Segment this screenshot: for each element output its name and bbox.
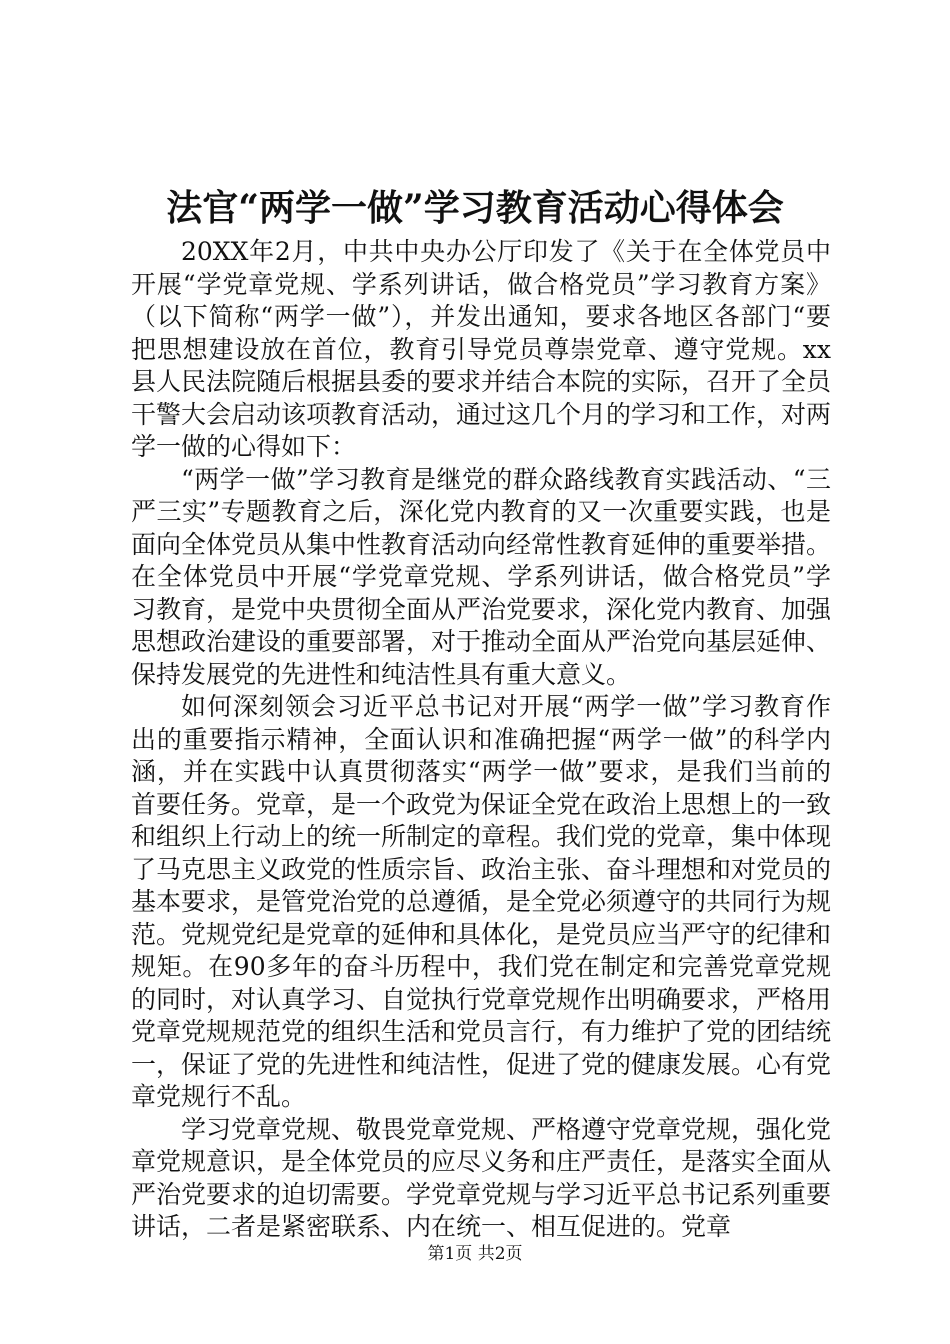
paragraph-3: 如何深刻领会习近平总书记对开展“两学一做”学习教育作出的重要指示精神，全面认识和准确把握“两学一做”的科学内涵，并在实践中认真贯彻落实“两学一做”要求，是我们当前的首要任务。党章，是一个政党为保证全党在政治上思想上的一致和组织上行动上的统一所制定的章程。我们党的党章，集中体现了马克思主义政党的性质宗旨、政治主张、奋斗理想和对党员的基本要求，是管党治党的总遵循，是全党必须遵守的共同行为规范。党规党纪是党章的延伸和具体化，是党员应当严守的纪律和规矩。在90多年的奋斗历程中，我们党在制定和完善党章党规的同时，对认真学习、自觉执行党章党规作出明确要求，严格用党章党规规范党的组织生活和党员言行，有力维护了党的团结统一，保证了党的先进性和纯洁性，促进了党的健康发展。心有党章党规行不乱。 [131, 692, 832, 1111]
paragraph-4: 学习党章党规、敬畏党章党规、严格遵守党章党规，强化党章党规意识，是全体党员的应尽义务和庄严责任，是落实全面从严治党要求的迫切需要。学党章党规与学习近平总书记系列重要讲话，二者是紧密联系、内在统一、相互促进的。党章 [131, 1114, 832, 1241]
document-title: 法官“两学一做”学习教育活动心得体会 [166, 187, 784, 229]
paragraph-2: “两学一做”学习教育是继党的群众路线教育实践活动、“三严三实”专题教育之后，深化党内教育的又一次重要实践，也是面向全体党员从集中性教育活动向经常性教育延伸的重要举措。在全体党员中开展“学党章党规、学系列讲话，做合格党员”学习教育，是党中央贯彻全面从严治党要求，深化党内教育、加强思想政治建设的重要部署，对于推动全面从严治党向基层延伸、保持发展党的先进性和纯洁性具有重大意义。 [131, 464, 832, 689]
document-body [131, 236, 831, 1244]
paragraph-1: 20XX年2月，中共中央办公厅印发了《关于在全体党员中开展“学党章党规、学系列讲话，做合格党员”学习教育方案》（以下简称“两学一做”），并发出通知，要求各地区各部门“要把思想建设放在首位，教育引导党员尊崇党章、遵守党规。xx县人民法院随后根据县委的要求并结合本院的实际，召开了全员干警大会启动该项教育活动，通过这几个月的学习和工作，对两学一做的心得如下： [131, 237, 832, 461]
page-footer: 第1页 共2页 [427, 1244, 523, 1264]
